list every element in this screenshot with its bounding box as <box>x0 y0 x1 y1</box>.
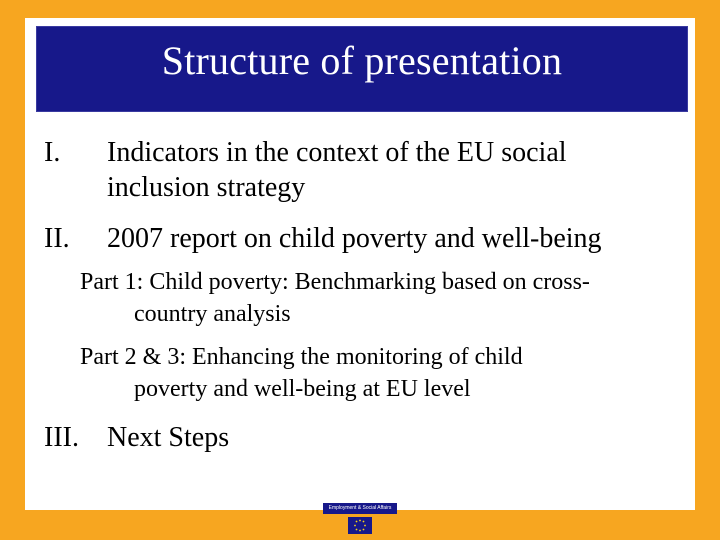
logo-band: Employment & Social Affairs <box>323 503 397 514</box>
subitem-2-line-2: poverty and well-being at EU level <box>134 376 471 402</box>
item-1-line-1: Indicators in the context of the EU social <box>107 137 567 168</box>
subitem-2-line-1: Part 2 & 3: Enhancing the monitoring of child <box>80 344 523 370</box>
subitem-1-line-1: Part 1: Child poverty: Benchmarking based on cross- <box>80 269 590 295</box>
subitem-1-line-2: country analysis <box>134 301 291 327</box>
item-numeral-2: II. <box>44 223 70 254</box>
eu-logo <box>323 503 397 540</box>
item-2-line-1: 2007 report on child poverty and well-being <box>107 223 602 254</box>
item-numeral-1: I. <box>44 137 61 168</box>
item-1-line-2: inclusion strategy <box>107 172 306 203</box>
item-3-line-1: Next Steps <box>107 422 230 453</box>
eu-flag-icon <box>348 517 372 534</box>
eu-stars-icon <box>348 517 372 534</box>
slide-title: Structure of presentation <box>161 38 563 83</box>
item-numeral-3: III. <box>44 422 79 453</box>
